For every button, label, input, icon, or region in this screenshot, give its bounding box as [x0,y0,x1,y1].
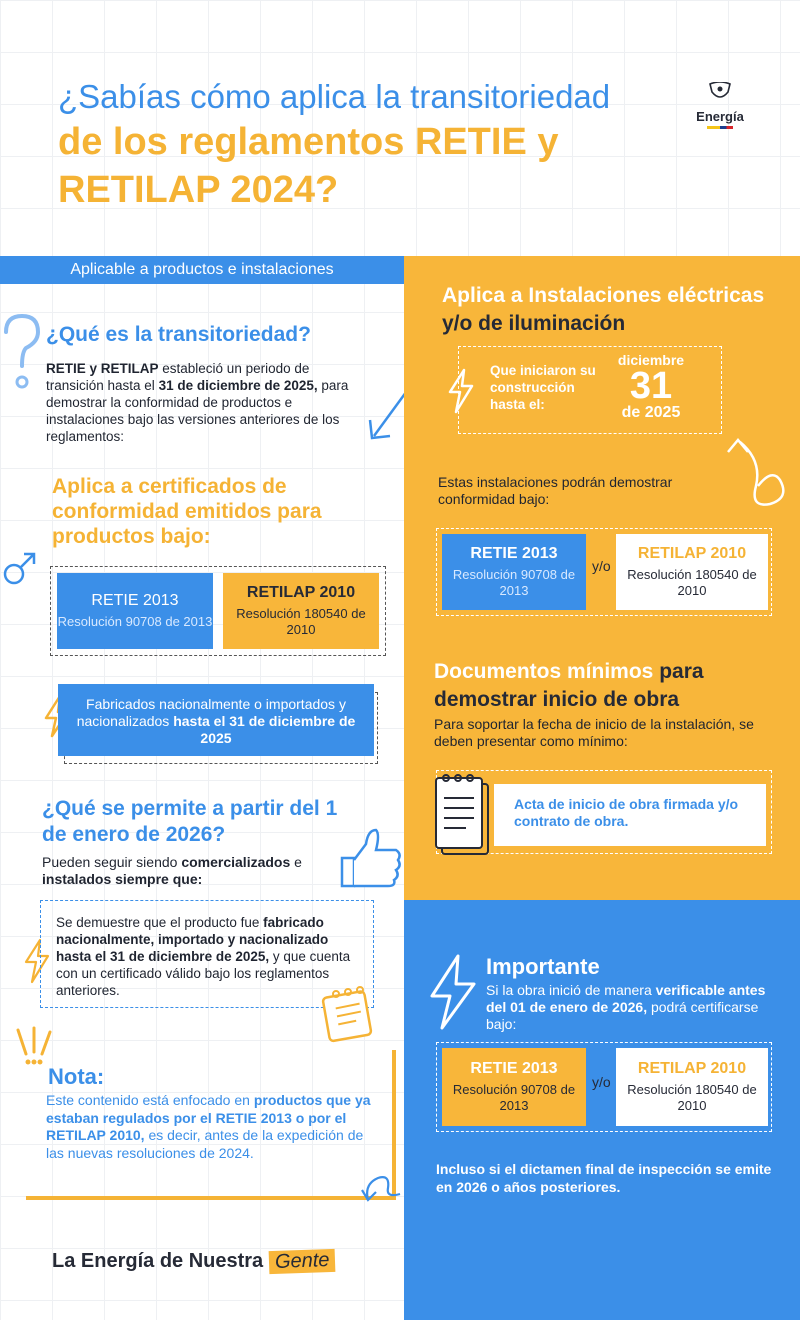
text-bold: RETIE y RETILAP [46,361,159,376]
nota-title: Nota: [48,1064,105,1089]
start-label: Que iniciaron su construcción hasta el: [490,363,596,412]
nota-frame-bottom [26,1196,396,1200]
card-subtitle: Resolución 180540 de 2010 [627,1082,757,1113]
coat-of-arms-icon [707,82,733,102]
text: e [290,854,302,870]
text: Aplica a Instalaciones eléctricas [442,284,765,307]
q2-body [42,854,342,888]
card-title: RETILAP 2010 [246,584,356,601]
notepad-icon [318,982,380,1044]
card-subtitle: Resolución 90708 de 2013 [452,567,576,598]
text: y/o de iluminación [442,312,626,335]
card-subtitle: Resolución 90708 de 2013 [57,614,213,629]
retie-2013-card [57,573,213,649]
card-title: RETIE 2013 [470,1060,558,1077]
card-title: RETILAP 2010 [637,545,747,562]
footer-tagline [52,1250,335,1273]
documents-body: Para soportar la fecha de inicio de la instalación, se deben presentar como mínimo: [434,716,754,749]
retilap-2010-card [616,534,768,610]
retilap-2010-card [223,573,379,649]
text: Pueden seguir siendo [42,854,182,870]
documents-icon [430,766,496,862]
final-note: Incluso si el dictamen final de inspección se emite en 2026 o años posteriores. [436,1161,772,1195]
text: Fabricados nacionalmente o importados y nacionalizados [76,696,346,729]
page-title-line2: de los reglamentos RETIE y RETILAP 2024? [58,121,559,211]
important-title: Importante [486,954,600,979]
logo [688,82,752,129]
text-bold: hasta el 31 de diciembre de 2025 [173,713,356,746]
installations-title [442,282,772,338]
thumbs-up-icon [336,822,404,892]
conformity-text: Estas instalaciones podrán demostrar conformidad bajo: [438,474,673,507]
page-title-line1: ¿Sabías cómo aplica la transitoriedad [58,78,611,115]
lightning-bolt-icon [446,368,476,414]
transitoriedad-body [46,360,366,445]
text: y que cuenta con un certificado válido bajo los reglamentos anteriores. [56,949,351,998]
date-day: 31 [629,365,673,407]
flag-stripe [707,126,733,129]
text: Si la obra inició de manera [486,982,656,998]
and-or-label: y/o [592,558,611,574]
and-or-label: y/o [592,1074,611,1090]
text-bold: comercializados [181,854,291,870]
logo-text: Energía [696,109,744,124]
card-subtitle: Resolución 180540 de 2010 [236,606,366,637]
text: Documentos mínimos [434,660,654,683]
date-month: diciembre [617,352,685,368]
question-mark-icon [0,310,42,394]
nota-body [46,1092,382,1162]
important-body [486,982,776,1033]
text-bold: 31 de diciembre de 2025, [158,378,318,393]
text-bold: verificable antes del 01 de enero de 2026, [486,982,766,1015]
male-symbol-icon [0,548,40,588]
question-2026-title: ¿Qué se permite a partir del 1 de enero de 2026? [42,797,338,846]
text: para demostrar la conformidad de productos e instalaciones bajo las versiones anteriores de los reglamentos: [46,378,349,444]
text-bold: productos que ya estaban regulados por el RETIE 2013 o por el RETILAP 2010, [46,1092,371,1143]
text-bold: fabricado nacionalmente, importado y nacionalizado hasta el 31 de diciembre de 2025, [56,915,329,964]
fabricated-box [58,684,374,756]
date-year: de 2025 [621,404,681,421]
tagline-highlight: Gente [268,1249,335,1274]
text: podrá certificarse bajo: [486,999,759,1032]
exclamation-icon [8,1024,58,1068]
card-title: RETILAP 2010 [637,1060,747,1077]
arrow-curl-icon [360,1164,404,1208]
retie-2013-card [442,534,586,610]
documents-box: Acta de inicio de obra firmada y/o contrato de obra. [494,784,766,846]
text: es decir, antes de la expedición de las nuevas resoluciones de 2024. [46,1127,364,1161]
card-title: RETIE 2013 [91,592,179,609]
date-block [606,352,696,422]
text: para demostrar inicio de obra [434,660,704,711]
certificates-title: Aplica a certificados de conformidad emitidos para productos bajo: [52,475,322,548]
question-transitoriedad-title: ¿Qué es la transitoriedad? [46,323,311,346]
retilap-2010-card [616,1048,768,1126]
card-subtitle: Resolución 180540 de 2010 [627,567,757,598]
text: estableció un periodo de transición hasta el [46,361,310,393]
text: Este contenido está enfocado en [46,1092,254,1108]
section-label-bar: Aplicable a productos e instalaciones [0,256,404,284]
tagline-text: La Energía de Nuestra [52,1250,264,1272]
card-title: RETIE 2013 [470,545,558,562]
text-bold: instalados siempre que: [42,871,203,887]
retie-2013-card [442,1048,586,1126]
lightning-bolt-icon [426,952,480,1032]
card-subtitle: Resolución 90708 de 2013 [452,1082,576,1113]
text: Se demuestre que el producto fue [56,915,264,930]
documents-title [434,658,784,714]
